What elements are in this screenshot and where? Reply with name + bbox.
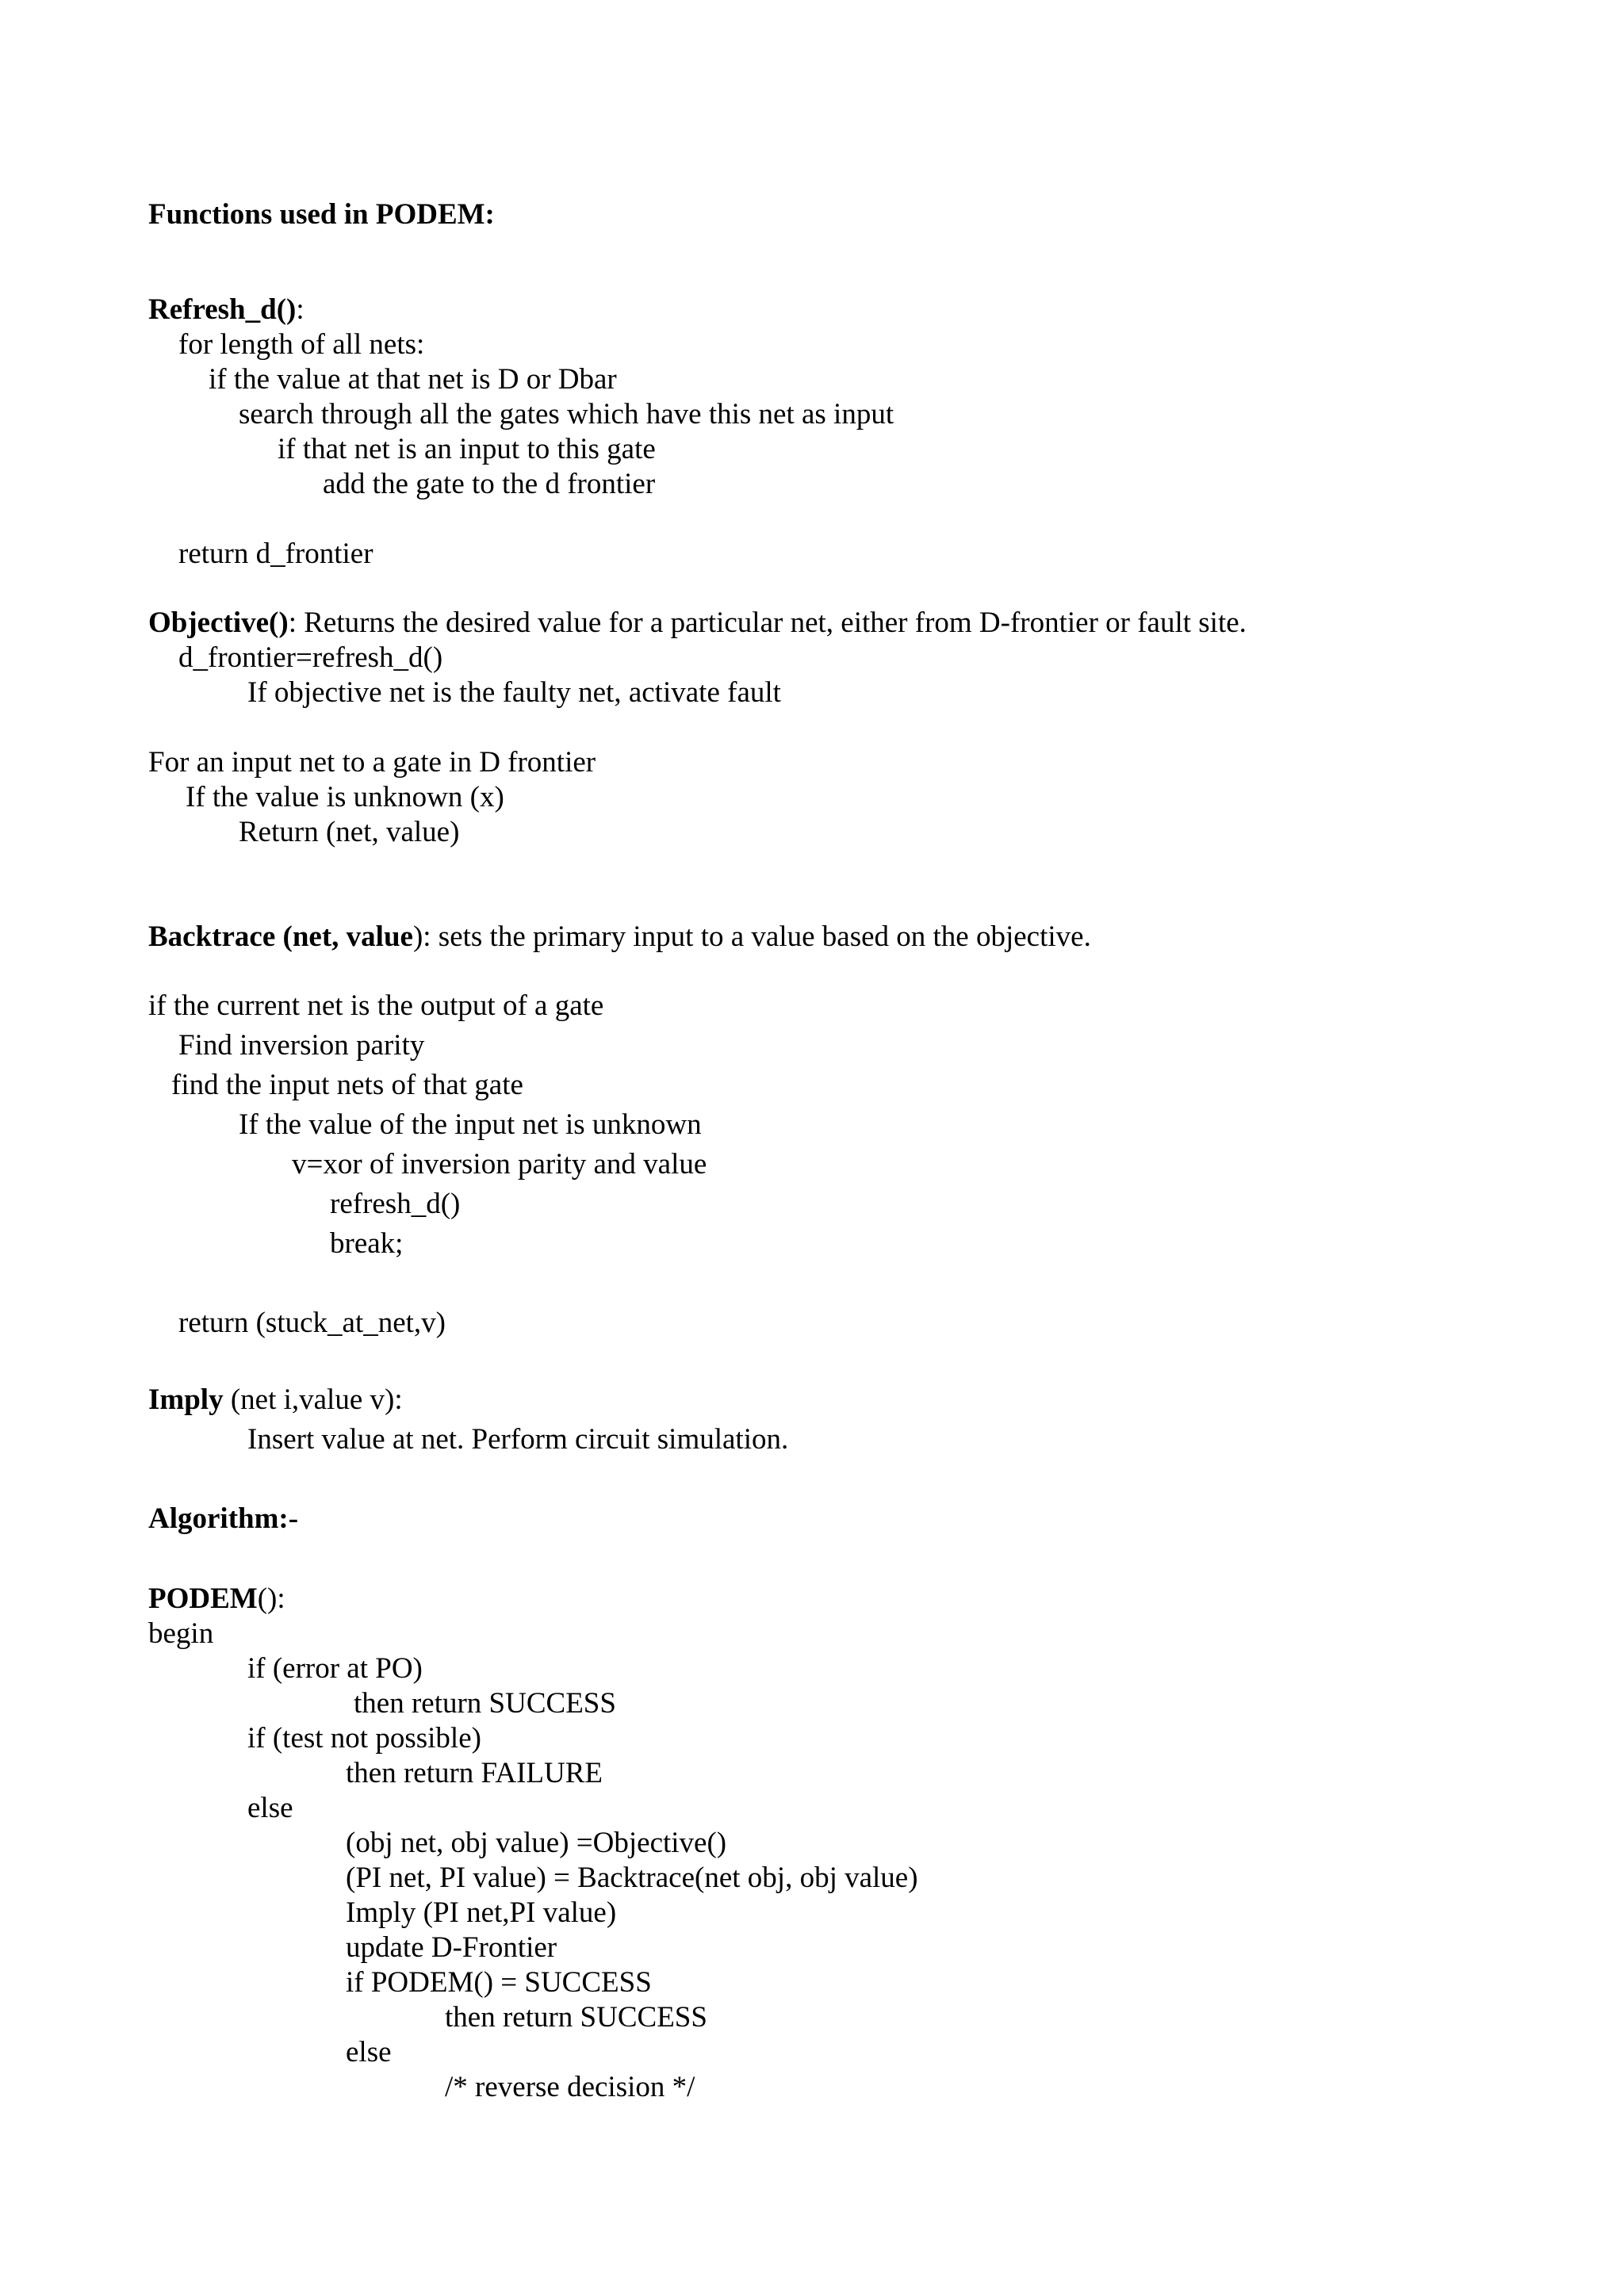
- code-line: then return SUCCESS: [445, 2001, 707, 2034]
- code-line: if (test not possible): [247, 1722, 481, 1755]
- code-line: find the input nets of that gate: [171, 1069, 523, 1101]
- code-line: Insert value at net. Perform circuit simulation.: [247, 1423, 789, 1456]
- function-name: Refresh_d(): [148, 293, 297, 326]
- code-line: refresh_d(): [330, 1188, 461, 1220]
- code-line: /* reverse decision */: [445, 2071, 695, 2103]
- code-line: Imply (PI net,PI value): [346, 1896, 617, 1929]
- function-description: ): sets the primary input to a value based on the objective.: [412, 920, 1091, 953]
- function-signature-backtrace: [148, 920, 1091, 955]
- function-signature-imply: [148, 1383, 403, 1418]
- code-line: update D-Frontier: [346, 1931, 557, 1964]
- function-name: Objective(): [148, 607, 289, 639]
- code-line: then return SUCCESS: [354, 1687, 616, 1720]
- code-line: else: [247, 1792, 293, 1824]
- code-line: d_frontier=refresh_d(): [178, 641, 443, 674]
- function-name: Imply: [148, 1383, 224, 1416]
- code-line: if the current net is the output of a gate: [148, 989, 604, 1022]
- function-signature-refresh: [148, 293, 304, 327]
- code-line: if (error at PO): [247, 1652, 423, 1685]
- code-line: break;: [330, 1227, 404, 1260]
- code-line: add the gate to the d frontier: [323, 468, 656, 500]
- code-line: If objective net is the faulty net, activate fault: [247, 676, 781, 709]
- code-line: For an input net to a gate in D frontier: [148, 746, 596, 779]
- code-line: return d_frontier: [178, 538, 373, 570]
- code-line: else: [346, 2036, 392, 2068]
- function-description: : Returns the desired value for a particular net, either from D-frontier or fault site.: [288, 607, 1247, 639]
- function-name: Backtrace (net, value: [148, 920, 413, 953]
- code-line: if PODEM() = SUCCESS: [346, 1966, 652, 1999]
- code-line: If the value of the input net is unknown: [239, 1108, 702, 1141]
- code-line: search through all the gates which have this net as input: [239, 398, 894, 430]
- function-colon: :: [296, 293, 304, 326]
- section-heading: Functions used in PODEM:: [148, 198, 495, 231]
- code-line: if the value at that net is D or Dbar: [209, 363, 617, 396]
- code-line: If the value is unknown (x): [186, 781, 504, 813]
- function-arguments: (net i,value v):: [223, 1383, 403, 1416]
- code-line: (PI net, PI value) = Backtrace(net obj, obj value): [346, 1862, 918, 1894]
- function-signature-objective: [148, 606, 1247, 641]
- code-line: begin: [148, 1617, 214, 1650]
- code-line: for length of all nets:: [178, 328, 425, 361]
- algorithm-heading: Algorithm:-: [148, 1502, 299, 1535]
- code-line: return (stuck_at_net,v): [178, 1307, 446, 1339]
- code-line: Find inversion parity: [178, 1029, 425, 1062]
- function-signature-podem: [148, 1582, 285, 1617]
- code-line: (obj net, obj value) =Objective(): [346, 1827, 727, 1859]
- function-parens: ():: [257, 1582, 285, 1615]
- function-name: PODEM: [148, 1582, 258, 1615]
- code-line: if that net is an input to this gate: [278, 433, 656, 465]
- code-line: Return (net, value): [239, 816, 460, 848]
- code-line: then return FAILURE: [346, 1757, 603, 1789]
- code-line: v=xor of inversion parity and value: [292, 1148, 707, 1181]
